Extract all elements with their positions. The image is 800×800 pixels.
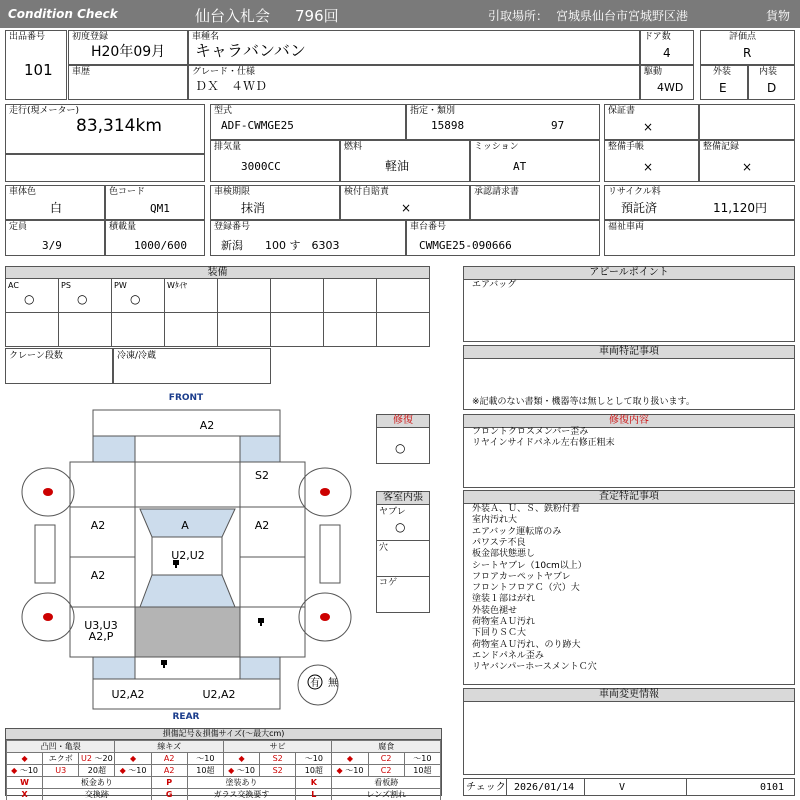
legend-group: 凸凹・亀裂 [7,741,115,753]
first-reg-box [68,30,188,65]
type-box [406,104,600,140]
equipment-cell [376,278,430,313]
equipment-cell [111,278,165,313]
capacity-box [5,220,105,256]
equipment-cell [323,278,377,313]
pickup-label: 引取場所： [488,9,549,23]
approval-label: 承認請求書 [474,187,520,197]
hood [135,462,240,507]
equipment-cell [270,278,324,313]
equipment-label: PS [61,281,71,290]
exterior-box [700,65,748,100]
repair-title: 修復 [377,415,429,428]
car-name-label: 車種名 [192,32,220,42]
mark-rear-right: U2,A2 [202,688,236,701]
mark-right-front: A2 [254,519,270,532]
inspection-notes-panel [463,490,795,685]
grade-value: ＤＸ ４ＷＤ [195,79,268,93]
doors-value: 4 [663,46,671,60]
inspection-label: 車検期限 [214,187,251,197]
color-code-box [105,185,205,220]
front-bumper [93,410,280,436]
interior-label: 内装 [759,67,778,77]
insurance-box [340,185,470,220]
note-line: 外装Ａ、Ｕ、Ｓ、鉄粉付着 [472,504,581,514]
seat-mark-3 [161,660,167,668]
cabin-lining-title: 客室内張 [377,492,429,505]
displacement-label: 排気量 [214,142,242,152]
legend-body: 凸凹・亀裂 線キズ サビ 腐食 ◆ エクボ U2 ～20 ◆ A2 ～10 ◆ S2 ～10 ◆ C2 ～10 ◆ ～10 U3 20超 ◆ ～10 A2 10超 ◆ ～10 S2 10超 ◆ ～10 C2 10超 W 板金あり P 塗装あり K 看板跡 X 交換跡 G ガラス交換要す L レンズ割れ [6,740,441,800]
equipment-cell [5,278,59,313]
hole-label: 穴 [379,543,389,553]
note-line: リヤインサイドパネル左右修正粗末 [472,438,615,448]
equipment-cell [58,312,112,347]
score-label: 評価点 [729,32,757,42]
presence-mark: 有 [310,678,320,689]
load-box [105,220,205,256]
lot-label: 出品番号 [9,32,46,42]
note-line: フロントフロアＣ（穴）大 [472,583,580,594]
approval-box [470,185,600,220]
wheel-rr-mark [320,613,330,621]
check-date: 2026/01/14 [514,782,575,793]
mark-center: A [181,519,189,532]
check-label: チェック [466,782,506,793]
burn-label: コゲ [379,578,398,588]
mission-value: AT [513,160,527,173]
mark-top: A2 [199,419,215,432]
right-front-door [240,507,305,557]
equipment-cell [111,312,165,347]
insurance-value: × [401,201,412,215]
equipment-cell [217,312,271,347]
equipment-cell [323,312,377,347]
equipment-cell [270,312,324,347]
interior-value: D [767,81,777,95]
manual-value: × [643,160,654,174]
plate-label: 登録番号 [214,222,251,232]
warranty-value: × [643,120,654,134]
mark-left-mid: A2 [90,569,106,582]
warranty-extra-box [699,104,795,140]
displacement-value: 3000CC [241,160,281,173]
equipment-mark: ○ [24,292,35,306]
front-label: FRONT [168,393,204,403]
legend-group: 線キズ [115,741,223,753]
lot-number: 101 [24,61,53,79]
plate-box [210,220,406,256]
chassis-value: CWMGE25-090666 [419,239,512,252]
record-label: 整備記録 [703,142,740,152]
rear-left-corner [93,657,135,679]
history-box [68,65,188,100]
note-line: 外装色褪せ [472,605,518,616]
appeal-title: アピールポイント [464,267,794,280]
grade-label: グレード・仕様 [192,67,256,77]
first-reg-label: 初度登録 [72,32,109,42]
rear-window [140,575,235,607]
exterior-label: 外装 [713,67,732,77]
exterior-value: E [719,81,727,95]
note-line: フロントクロスメンバー歪み [472,427,589,437]
type-number: 15898 [431,119,465,132]
fuel-box [340,140,470,182]
fuel-value: 軽油 [385,159,410,173]
header-bar [0,0,800,28]
score-value: R [743,46,752,60]
displacement-box [210,140,340,182]
warranty-label: 保証書 [608,106,636,116]
left-front-fender [70,462,135,507]
note-line: 荷物室ＡＵ汚れ [472,617,536,627]
note-line: エアバック運転席のみ [472,526,562,537]
recycle-label: リサイクル料 [608,187,661,197]
mileage-sub-box [5,154,205,182]
capacity-label: 定員 [9,222,28,232]
special-panel [463,345,795,410]
manual-label: 整備手帳 [608,142,645,152]
tear-label: ヤブレ [379,507,406,517]
condition-check-title: Condition Check [8,7,118,21]
drive-label: 駆動 [644,67,663,77]
inspection-box [210,185,340,220]
change-panel [463,688,795,775]
color-box [5,185,105,220]
mark-left-front: A2 [90,519,106,532]
tear-mark: ○ [395,520,406,534]
appeal-text: エアバッグ [472,280,517,290]
inspection-notes-title: 査定特記事項 [464,491,794,504]
left-rear-door [70,557,135,607]
model-label: 型式 [214,106,233,116]
load-label: 積載量 [109,222,137,232]
score-box [700,30,795,65]
grade-box [188,65,640,100]
appeal-panel [463,266,795,342]
lot-box [5,30,67,100]
repair-detail-title: 修復内容 [464,415,794,428]
auction-name: 仙台入札会 [195,7,271,25]
rear-label: REAR [172,712,200,722]
color-code-label: 色コード [109,187,146,197]
vehicle-category: 貨物 [766,9,791,23]
note-line: シートヤブレ（10cm以上） [472,560,587,571]
wheel-lr-mark [43,613,53,621]
repair-mark: ○ [395,441,406,455]
note-line: フロアカーペットヤブレ [472,571,571,582]
hood-front [135,436,240,462]
equipment-cell [5,312,59,347]
note-line: 下回りＳＣ大 [472,628,527,639]
chassis-box [406,220,600,256]
change-title: 車両変更情報 [464,689,794,702]
check-code: V [619,782,626,793]
color-code-value: QM1 [150,202,170,215]
mark-left-rear-2: A2,P [88,630,114,643]
legend-title: 損傷記号＆損傷サイズ(～最大cm) [6,729,441,740]
type-label: 指定・類別 [410,106,456,116]
fuel-label: 燃料 [344,142,363,152]
right-front-fender [240,462,305,507]
right-rear-door [240,557,305,607]
class-number: 97 [551,119,565,132]
front-right-corner [240,436,280,462]
equipment-mark: ○ [130,292,141,306]
legend-group: 腐食 [332,741,441,753]
mark-cabin: U2,U2 [171,549,205,562]
pickup-location: 宮城県仙台市宮城野区港 [556,9,689,23]
check-number: 0101 [760,782,785,793]
car-name-value: キャラバンバン [195,41,306,60]
legend-panel [5,728,442,799]
welfare-box [604,220,795,256]
left-side-window [35,525,55,583]
mission-box [470,140,600,182]
note-line: リヤバンパーホースメントＣ穴 [472,662,597,673]
manual-box [604,140,699,182]
equipment-cell [58,278,112,313]
repair-detail-panel [463,414,795,488]
color-value: 白 [50,201,63,215]
car-damage-diagram [0,385,370,725]
rear-right-corner [240,657,280,679]
repair-box [376,414,430,464]
recycle-fee: 11,120円 [713,201,767,215]
crane-box [5,348,113,384]
auction-session: 796回 [295,7,339,25]
first-reg-value: H20年09月 [91,44,166,60]
drive-box [640,65,694,100]
doors-label: ドア数 [644,32,671,42]
model-box [210,104,406,140]
special-title: 車両特記事項 [464,346,794,359]
rear-gate [135,607,240,657]
wheel-rf-mark [320,488,330,496]
note-line: 荷物室ＡＵ汚れ、のり跡大 [472,639,581,650]
equipment-mark: ○ [77,292,88,306]
crane-label: クレーン段数 [9,351,63,361]
doors-box [640,30,694,65]
insurance-label: 検付自賠責 [344,187,390,197]
left-front-door [70,507,135,557]
mileage-box [5,104,205,154]
rear-panel [135,657,240,679]
plate-value: 新潟 100 す 6303 [221,239,340,252]
cabin-lining-box [376,491,430,613]
note-line: 板金部状態悪し [472,549,536,560]
mileage-label: 走行(現メーター) [9,106,80,116]
model-value: ADF-CWMGE25 [221,119,294,132]
equipment-cell [217,278,271,313]
equipment-label: AC [8,281,19,290]
legend-group: サビ [223,741,331,753]
note-line: パワステ不良 [472,537,526,548]
warranty-box [604,104,699,140]
inspection-value: 抹消 [241,201,266,215]
interior-box [748,65,795,100]
front-left-corner [93,436,135,462]
absence-mark: 無 [328,678,338,689]
drive-value: 4WD [657,81,684,94]
mileage-value: 83,314km [76,116,162,136]
note-line: 室内汚れ大 [472,515,518,526]
note-line: 塗装１部はがれ [472,594,536,605]
record-value: × [742,160,753,174]
recycle-status: 預託済 [621,201,658,215]
welfare-label: 福祉車両 [608,222,645,232]
chassis-label: 車台番号 [410,222,447,232]
mark-rear-left: U2,A2 [111,688,145,701]
load-value: 1000/600 [134,239,187,252]
record-box [699,140,795,182]
right-side-window [320,525,340,583]
color-label: 車体色 [9,187,37,197]
equipment-label: Wﾀｲﾔ [167,281,187,290]
equipment-cell [164,312,218,347]
equipment-cell [164,278,218,313]
recycle-box [604,185,795,220]
special-note: ※記載のない書類・機器等は無しとして取り扱います。 [472,397,695,407]
history-label: 車歴 [72,67,91,77]
wheel-lf-mark [43,488,53,496]
equipment-cell [376,312,430,347]
mission-label: ミッション [474,142,519,152]
equipment-title: 装備 [6,267,429,280]
check-row [463,778,795,796]
freezer-box [113,348,271,384]
right-quarter [240,607,305,657]
seat-mark-2 [258,618,264,626]
mark-s2: S2 [255,469,269,482]
car-name-box [188,30,640,65]
freezer-label: 冷凍/冷蔵 [117,351,157,361]
equipment-label: PW [114,281,127,290]
capacity-value: 3/9 [42,239,62,252]
note-line: エンドパネル歪み [472,650,544,661]
mark-left-rear-1: U3,U3 [84,619,118,632]
